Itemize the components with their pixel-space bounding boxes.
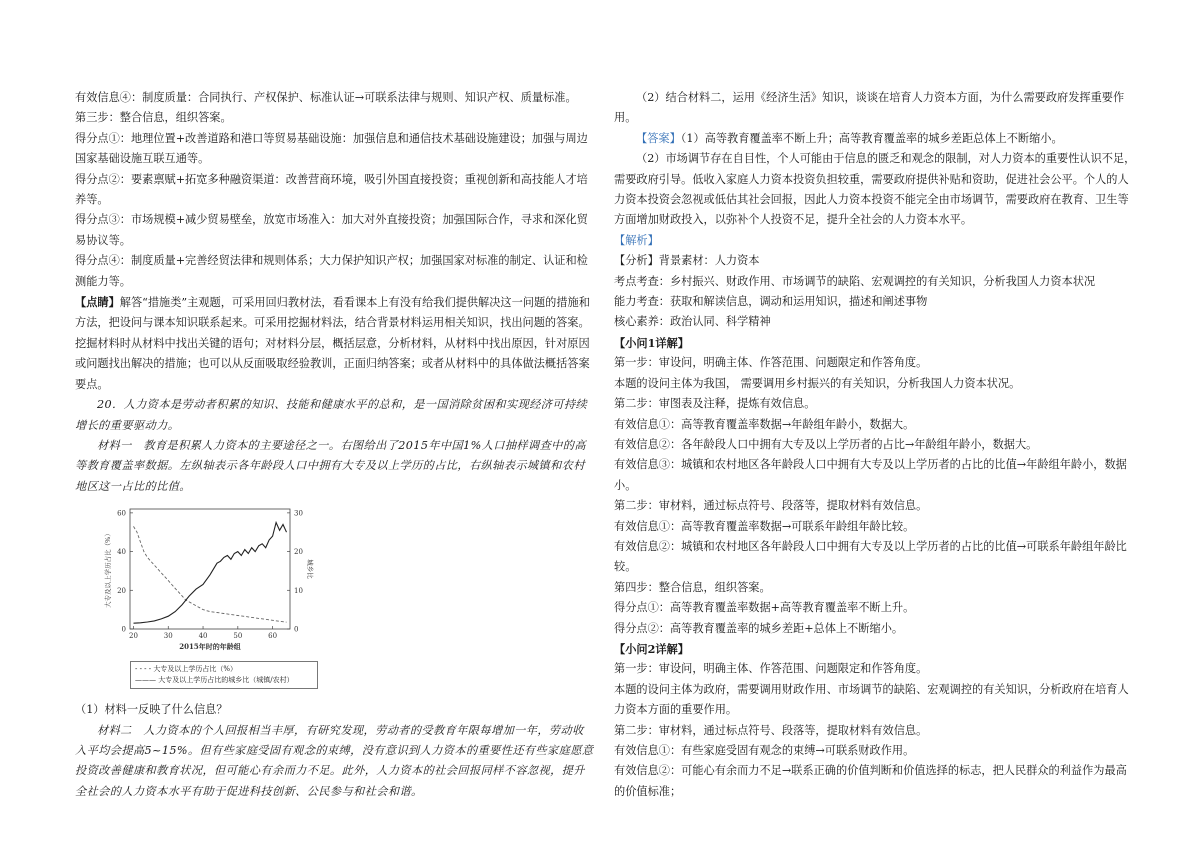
question-1: （1）材料一反映了什么信息？ bbox=[75, 703, 228, 717]
dianjing-tag: 【点睛】 bbox=[75, 295, 120, 310]
material-2: 材料二 人力资本的个人回报相当丰厚，有研究发现，劳动者的受教育年限每增加一年，劳动收入平均会提高5~15%。但有些家庭受固有观念的束缚，没有意识到人力资本的重要性还有些家庭愿意投资改善健康和教育状况，但可能心有余而力不足。此外，人力资本的社会回报同样不容忽视，提升全社会的人力资本水平有助于促进科技创新、公民参与和社会和谐。 bbox=[75, 723, 594, 798]
chart-svg bbox=[100, 501, 315, 661]
x-tick-label: 60 bbox=[268, 632, 278, 641]
sq1-step-4: 第四步：整合信息，组织答案。 bbox=[614, 580, 771, 594]
score-point-1: 得分点①：地理位置+改善道路和港口等贸易基础设施：加强信息和通信技术基础设施建设；加强与周边国家基础设施互联互通等。 bbox=[75, 131, 588, 166]
dianjing-text: 解答“措施类”主观题，可采用回归教材法，看看课本上有没有给我们提供解决这一问题的措施和方法，把设问与课本知识联系起来。可采用挖掘材料法，结合背景材料运用相关知识，找出问题的答案。挖掘材料时从材料中找出关键的语句；对材料分层，概括层意，分析材料，从材料中找出原因，针对原因或问题找出解决的措施；也可以从反面吸取经验教训，正面归纳答案；或者从材料中的具体做法概括答案要点。 bbox=[75, 296, 590, 391]
sq1-step-1: 第一步：审设问，明确主体、作答范围、问题限定和作答角度。 bbox=[614, 356, 928, 370]
sq2-step-1: 第一步：审设问，明确主体、作答范围、问题限定和作答角度。 bbox=[614, 662, 928, 676]
y2-tick-label: 20 bbox=[294, 548, 303, 557]
y2-tick-label: 30 bbox=[294, 509, 303, 518]
score-point-2: 得分点②：要素禀赋+拓宽多种融资渠道：改善营商环境，吸引外国直接投资；重视创新和高技能人才培养等。 bbox=[75, 172, 588, 207]
step-3: 第三步：整合信息，组织答案。 bbox=[75, 111, 232, 125]
sq1-info-1b: 有效信息①：高等教育覆盖率数据→可联系年龄组年龄比较。 bbox=[614, 519, 915, 533]
sq1-info-3: 有效信息③：城镇和农村地区各年龄段人口中拥有大专及以上学历者的占比的比值→年龄组年龄小，数据小。 bbox=[614, 458, 1127, 492]
chart-legend bbox=[130, 661, 318, 689]
series-ratio-line bbox=[134, 523, 287, 624]
x-tick-label: 50 bbox=[233, 632, 243, 641]
y-tick-label: 40 bbox=[117, 548, 126, 557]
sq1-info-2b: 有效信息②：城镇和农村地区各年龄段人口中拥有大专及以上学历者的占比的比值→可联系年龄组年龄比较。 bbox=[614, 539, 1127, 574]
legend-label-share: 大专及以上学历占比（%） bbox=[153, 665, 238, 674]
y-axis-label: 大专及以上学历占比（%） bbox=[104, 530, 112, 608]
sub-question-1-heading: 【小问1详解】 bbox=[614, 335, 689, 350]
y-tick-label: 20 bbox=[117, 586, 126, 595]
y2-tick-label: 10 bbox=[294, 586, 303, 595]
x-tick-label: 20 bbox=[129, 632, 138, 641]
sq2-info-2: 有效信息②：可能心有余而力不足→联系正确的价值判断和价值选择的标志，把人民群众的利益作为最高的价值标准； bbox=[614, 764, 1127, 798]
analysis-ability: 能力考查：获取和解读信息，调动和运用知识，描述和阐述事物 bbox=[614, 295, 928, 309]
analysis-literacy: 核心素养：政治认同、科学精神 bbox=[614, 315, 771, 329]
sq1-step-2b: 第二步：审材料，通过标点符号、段落等，提取材料有效信息。 bbox=[614, 499, 928, 513]
question-20: 20．人力资本是劳动者积累的知识、技能和健康水平的总和，是一国消除贫困和实现经济可持续增长的重要驱动力。 bbox=[75, 398, 588, 432]
sq1-score-2: 得分点②：高等教育覆盖率的城乡差距+总体上不断缩小。 bbox=[614, 621, 904, 635]
sq1-info-1: 有效信息①：高等教育覆盖率数据→年龄组年龄小，数据大。 bbox=[614, 417, 915, 431]
y2-tick-label: 0 bbox=[294, 625, 299, 634]
answer-1 bbox=[614, 129, 1136, 149]
right-column bbox=[614, 88, 1136, 802]
material-1: 材料一 教育是积累人力资本的主要途径之一。右图给出了2015年中国1%人口抽样调查中的高等教育覆盖率数据。左纵轴表示各年龄段人口中拥有大专及以上学历的占比，右纵轴表示城镇和农村地区这一占比的比值。 bbox=[75, 438, 586, 493]
dianjing-paragraph bbox=[75, 292, 595, 395]
answer-2: （2）市场调节存在自目性，个人可能由于信息的匮乏和观念的限制，对人力资本的重要性认识不足，需要政府引导。低收入家庭人力资本投资负担较重，需要政府提供补贴和资助，促进社会公平。个人的人力资本投资会忽视或低估其社会回报，因此人力资本投资不能完全由市场调节，需要政府在教育、卫生等方面增加财政投入，以弥补个人投资不足，提升全社会的人力资本水平。 bbox=[614, 152, 1136, 227]
sq1-score-1: 得分点①：高等教育覆盖率数据+高等教育覆盖率不断上升。 bbox=[614, 601, 915, 615]
analysis-background: 【分析】背景素材：人力资本 bbox=[614, 254, 760, 268]
info-4: 有效信息④：制度质量：合同执行、产权保护、标准认证→可联系法律与规则、知识产权、质量标准。 bbox=[75, 91, 577, 104]
answer-1-text: （1）高等教育覆盖率不断上升；高等教育覆盖率的城乡差距总体上不断缩小。 bbox=[680, 131, 1063, 145]
answer-tag: 【答案】 bbox=[636, 131, 681, 145]
score-point-3: 得分点③：市场规模+减少贸易壁垒，放宽市场准入：加大对外直接投资；加强国际合作，寻求和深化贸易协议等。 bbox=[75, 213, 588, 247]
y2-axis-label: 城乡比 bbox=[306, 559, 314, 579]
y-tick-label: 60 bbox=[117, 509, 126, 518]
sq1-info-2: 有效信息②：各年龄段人口中拥有大专及以上学历者的占比→年龄组年龄小，数据大。 bbox=[614, 437, 1038, 451]
x-axis-label: 2015年时的年龄组 bbox=[179, 642, 241, 652]
x-tick-label: 30 bbox=[163, 632, 173, 641]
analysis-kaodian: 考点考查：乡村振兴、财政作用、市场调节的缺陷、宏观调控的有关知识，分析我国人力资本状况 bbox=[614, 274, 1096, 288]
legend-label-ratio: 大专及以上学历占比的城乡比（城镇/农村） bbox=[158, 676, 294, 685]
sub-question-2-heading: 【小问2详解】 bbox=[614, 641, 689, 656]
legend-item-dashed: - - - - 大专及以上学历占比（%） bbox=[135, 665, 238, 674]
score-point-4: 得分点④：制度质量+完善经贸法律和规则体系；大力保护知识产权；加强国家对标准的制定、认证和检测能力等。 bbox=[75, 254, 588, 288]
question-2: （2）结合材料二，运用《经济生活》知识，谈谈在培育人力资本方面，为什么需要政府发挥重要作用。 bbox=[614, 91, 1125, 125]
sq2-step-2: 第二步：审材料，通过标点符号、段落等，提取材料有效信息。 bbox=[614, 723, 928, 737]
sq2-info-1: 有效信息①：有些家庭受固有观念的束缚→可联系财政作用。 bbox=[614, 744, 915, 757]
sq1-step-2: 第二步：审图表及注释，提炼有效信息。 bbox=[614, 397, 816, 411]
analysis-tag: 【解析】 bbox=[614, 233, 659, 247]
y-tick-label: 0 bbox=[121, 625, 126, 634]
education-chart bbox=[100, 501, 315, 696]
left-column bbox=[75, 88, 595, 802]
x-tick-label: 40 bbox=[198, 632, 208, 641]
plot-frame bbox=[130, 509, 290, 629]
sq2-subject: 本题的设问主体为政府，需要调用财政作用、市场调节的缺陷、宏观调控的有关知识，分析政府在培育人力资本方面的重要作用。 bbox=[614, 682, 1129, 717]
sq1-subject: 本题的设问主体为我国， 需要调用乡村振兴的有关知识，分析我国人力资本状况。 bbox=[614, 376, 1021, 390]
legend-item-solid: ——— 大专及以上学历占比的城乡比（城镇/农村） bbox=[135, 676, 294, 685]
